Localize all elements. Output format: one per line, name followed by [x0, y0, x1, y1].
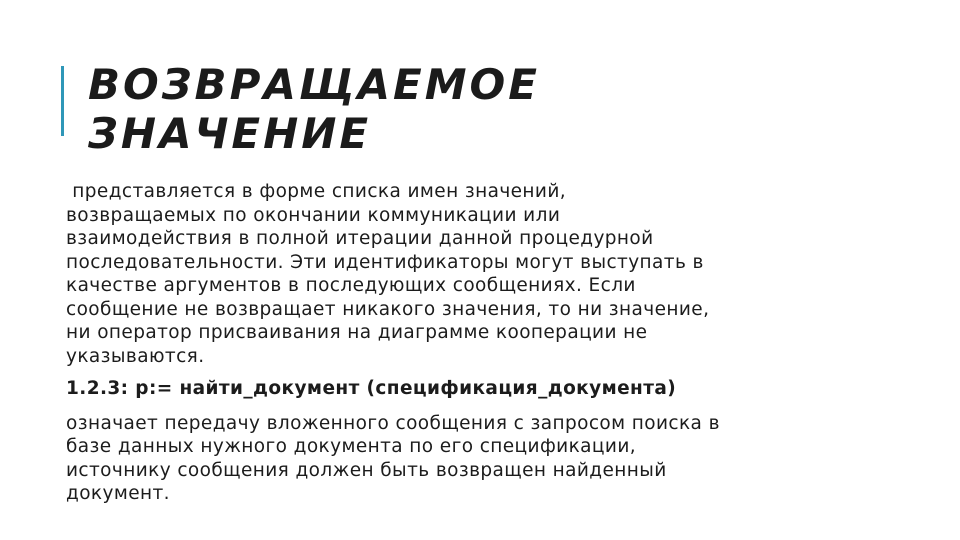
slide-title-line-1: ВОЗВРАЩАЕМОЕ [88, 60, 540, 109]
slide-body [66, 180, 886, 515]
explanation-paragraph: означает передачу вложенного сообщения с запросом поиска в базе данных нужного документа по его спецификации, источнику сообщения должен быть возвращен найденный документ. [66, 412, 720, 504]
description-paragraph: представляется в форме списка имен значений, возвращаемых по окончании коммуникации или взаимодействия в полной итерации данной процедурной последовательности. Эти идентификаторы могут выступать в качестве аргументов в последующих сообщениях. Если сообщение не возвращает никакого значения, то ни значение, ни оператор присваивания на диаграмме кооперации не указываются. [66, 181, 710, 367]
slide-title-line-2: ЗНАЧЕНИЕ [88, 109, 372, 158]
slide-title [88, 60, 908, 158]
title-accent-bar [61, 66, 64, 136]
example-message-line: 1.2.3: р:= найти_документ (спецификация_документа) [66, 378, 677, 399]
